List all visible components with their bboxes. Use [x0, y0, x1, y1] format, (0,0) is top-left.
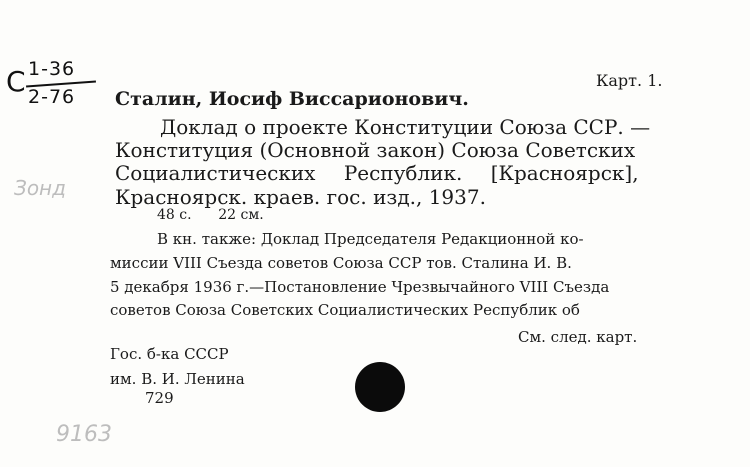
handwritten-bottom-note: 9163 — [56, 422, 112, 447]
title-line-2: Конституция (Основной закон) Союза Советских — [115, 138, 636, 162]
see-next-card: См. след. карт. — [518, 328, 638, 346]
library-name-line-2: им. В. И. Ленина — [110, 370, 245, 388]
author-heading: Сталин, Иосиф Виссарионович. — [115, 88, 469, 110]
call-number-bottom: 2-76 — [28, 86, 76, 108]
call-number-top: 1-36 — [28, 58, 76, 80]
handwritten-margin-note: Зонд — [14, 176, 66, 200]
note-line-3: 5 декабря 1936 г.—Постановление Чрезвычайного VIII Съезда — [110, 278, 610, 296]
library-number: 729 — [145, 389, 174, 407]
collation: 48 с. 22 см. — [157, 207, 264, 223]
note-line-4: советов Союза Советских Социалистических Республик об — [110, 301, 580, 319]
card-number: Карт. 1. — [596, 71, 663, 90]
title-line-1: Доклад о проекте Конституции Союза ССР. — — [160, 115, 651, 139]
punch-hole — [355, 362, 405, 412]
note-line-1: В кн. также: Доклад Председателя Редакционной ко- — [157, 230, 584, 248]
call-number-prefix: C — [6, 65, 26, 98]
library-name-line-1: Гос. б-ка СССР — [110, 345, 229, 363]
title-line-4: Красноярск. краев. гос. изд., 1937. — [115, 185, 486, 209]
title-line-3: Социалистических Республик. [Красноярск], — [115, 161, 639, 185]
note-line-2: миссии VIII Съезда советов Союза ССР тов. Сталина И. В. — [110, 254, 572, 272]
